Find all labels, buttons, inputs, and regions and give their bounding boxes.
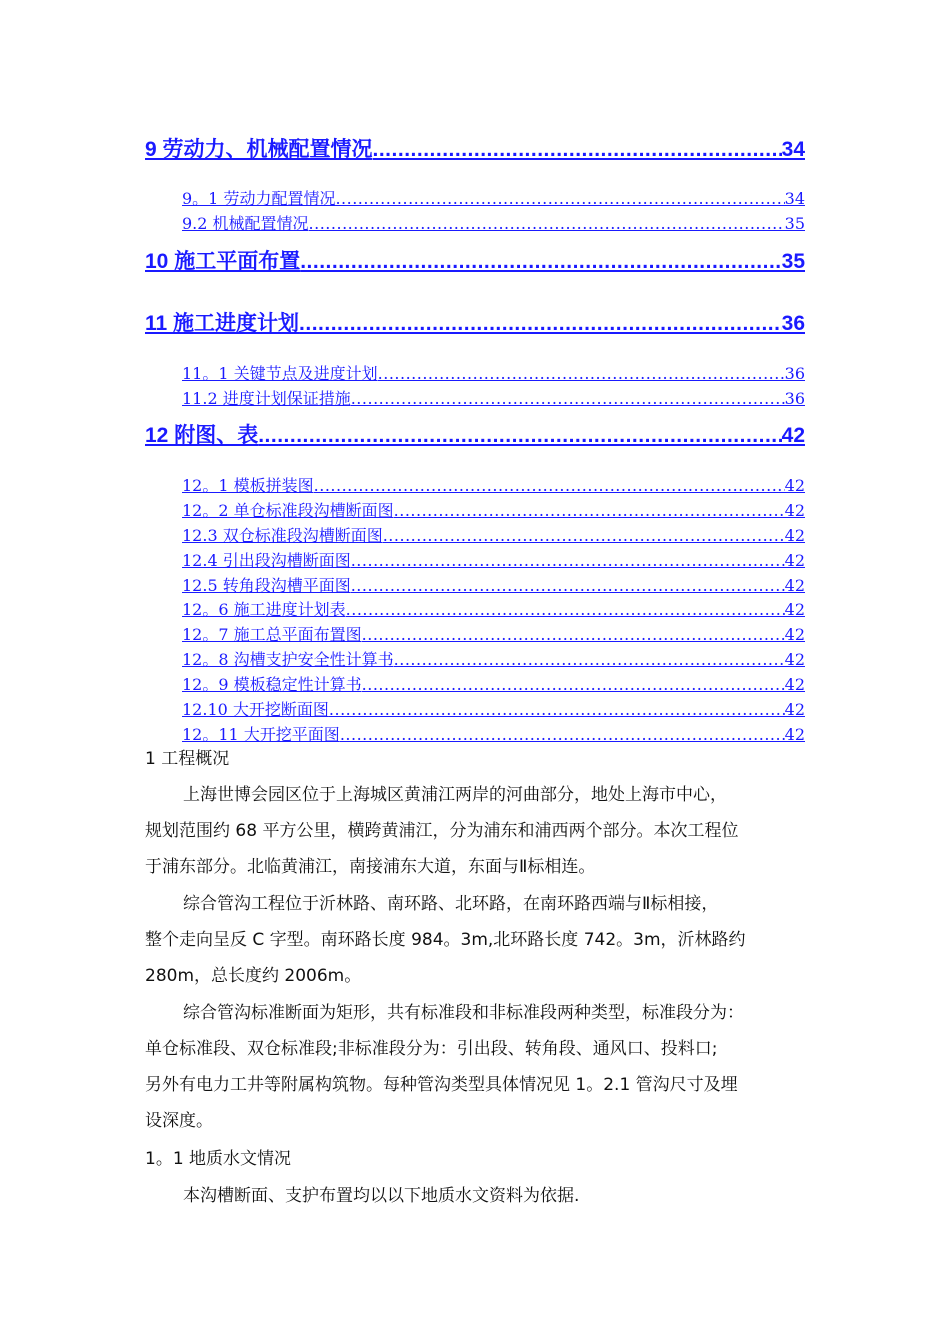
toc-entry-label: 12。1 模板拼装图 [182, 476, 314, 495]
toc-leader-dots [299, 310, 782, 338]
toc-entry-page: 36 [784, 364, 805, 383]
toc-leader-dots [329, 699, 785, 721]
toc-entry-page: 42 [784, 576, 805, 595]
paragraph-line: 整个走向呈反 C 字型。南环路长度 984。3m,北环路长度 742。3m，沂林路约 [145, 930, 746, 950]
toc-entry-10[interactable] [145, 248, 805, 276]
paragraph-line: 规划范围约 68 平方公里，横跨黄浦江，分为浦东和浦西两个部分。本次工程位 [145, 821, 739, 841]
paragraph-line: 280m，总长度约 2006m。 [145, 966, 362, 986]
toc-entry-12-5[interactable] [182, 575, 805, 597]
toc-entry-page: 42 [784, 675, 805, 694]
toc-entry-label: 11.2 进度计划保证措施 [182, 389, 351, 408]
toc-leader-dots [383, 525, 785, 547]
paragraph-line: 于浦东部分。北临黄浦江，南接浦东大道，东面与Ⅱ标相连。 [145, 857, 596, 877]
toc-entry-12-3[interactable] [182, 525, 805, 547]
toc-entry-9[interactable] [145, 136, 805, 164]
toc-entry-label: 11 施工进度计划 [145, 312, 300, 335]
toc-entry-page: 42 [784, 476, 805, 495]
toc-entry-label: 12。8 沟槽支护安全性计算书 [182, 650, 394, 669]
toc-leader-dots [309, 213, 785, 235]
toc-entry-page: 42 [784, 700, 805, 719]
toc-entry-page: 42 [781, 424, 805, 447]
toc-entry-label: 12。6 施工进度计划表 [182, 600, 346, 619]
toc-leader-dots [378, 363, 785, 385]
toc-entry-label: 12 附图、表 [145, 424, 259, 447]
toc-entry-12-1[interactable] [182, 475, 805, 497]
paragraph-line: 单仓标准段、双仓标准段;非标准段分为：引出段、转角段、通风口、投料口; [145, 1039, 718, 1059]
paragraph-line: 本沟槽断面、支护布置均以以下地质水文资料为依据. [183, 1186, 580, 1206]
toc-leader-dots [258, 422, 781, 450]
toc-entry-12-11[interactable] [182, 724, 805, 746]
toc-leader-dots [362, 674, 785, 696]
toc-entry-11-2[interactable] [182, 388, 805, 410]
toc-entry-12[interactable] [145, 422, 805, 450]
toc-entry-page: 42 [784, 600, 805, 619]
toc-entry-page: 42 [784, 650, 805, 669]
toc-entry-label: 12。2 单仓标准段沟槽断面图 [182, 501, 394, 520]
toc-entry-12-8[interactable] [182, 649, 805, 671]
toc-entry-12-7[interactable] [182, 624, 805, 646]
toc-entry-12-6[interactable] [182, 599, 805, 621]
toc-entry-label: 12.4 引出段沟槽断面图 [182, 551, 351, 570]
toc-entry-label: 12。11 大开挖平面图 [182, 725, 340, 744]
toc-entry-label: 9。1 劳动力配置情况 [182, 189, 336, 208]
toc-entry-label: 10 施工平面布置 [145, 250, 301, 273]
toc-entry-12-2[interactable] [182, 500, 805, 522]
toc-leader-dots [335, 188, 784, 210]
toc-entry-page: 34 [781, 138, 805, 161]
toc-entry-page: 42 [784, 501, 805, 520]
toc-entry-page: 34 [784, 189, 805, 208]
toc-entry-page: 42 [784, 551, 805, 570]
toc-leader-dots [362, 624, 785, 646]
paragraph-line: 另外有电力工井等附属构筑物。每种管沟类型具体情况见 1。2.1 管沟尺寸及埋 [145, 1075, 738, 1095]
toc-entry-label: 9 劳动力、机械配置情况 [145, 138, 373, 161]
toc-leader-dots [351, 550, 785, 572]
toc-entry-label: 11。1 关键节点及进度计划 [182, 364, 378, 383]
toc-entry-page: 36 [784, 389, 805, 408]
toc-leader-dots [351, 575, 785, 597]
toc-entry-11[interactable] [145, 310, 805, 338]
toc-leader-dots [340, 724, 785, 746]
toc-entry-12-9[interactable] [182, 674, 805, 696]
toc-leader-dots [300, 248, 781, 276]
toc-entry-page: 35 [784, 214, 805, 233]
paragraph-line: 上海世博会园区位于上海城区黄浦江两岸的河曲部分，地处上海市中心， [183, 785, 727, 805]
toc-entry-label: 12。7 施工总平面布置图 [182, 625, 362, 644]
toc-entry-12-10[interactable] [182, 699, 805, 721]
toc-entry-page: 42 [784, 625, 805, 644]
toc-entry-label: 12.10 大开挖断面图 [182, 700, 329, 719]
toc-entry-9-2[interactable] [182, 213, 805, 235]
toc-entry-page: 42 [784, 526, 805, 545]
toc-entry-label: 9.2 机械配置情况 [182, 214, 309, 233]
section-heading: 1 工程概况 [145, 749, 230, 769]
toc-entry-page: 42 [784, 725, 805, 744]
toc-leader-dots [394, 500, 785, 522]
toc-entry-page: 36 [781, 312, 805, 335]
paragraph-line: 综合管沟标准断面为矩形，共有标准段和非标准段两种类型，标准段分为： [183, 1003, 744, 1023]
toc-leader-dots [373, 136, 782, 164]
paragraph-line: 设深度。 [145, 1111, 213, 1131]
toc-leader-dots [314, 475, 785, 497]
paragraph-line: 综合管沟工程位于沂林路、南环路、北环路，在南环路西端与Ⅱ标相接， [183, 894, 719, 914]
toc-leader-dots [394, 649, 785, 671]
toc-leader-dots [351, 388, 785, 410]
toc-entry-12-4[interactable] [182, 550, 805, 572]
toc-entry-label: 12.5 转角段沟槽平面图 [182, 576, 351, 595]
section-heading: 1。1 地质水文情况 [145, 1149, 292, 1169]
toc-entry-label: 12。9 模板稳定性计算书 [182, 675, 362, 694]
toc-leader-dots [346, 599, 785, 621]
toc-entry-9-1[interactable] [182, 188, 805, 210]
toc-entry-label: 12.3 双仓标准段沟槽断面图 [182, 526, 383, 545]
toc-entry-page: 35 [781, 250, 805, 273]
toc-entry-11-1[interactable] [182, 363, 805, 385]
